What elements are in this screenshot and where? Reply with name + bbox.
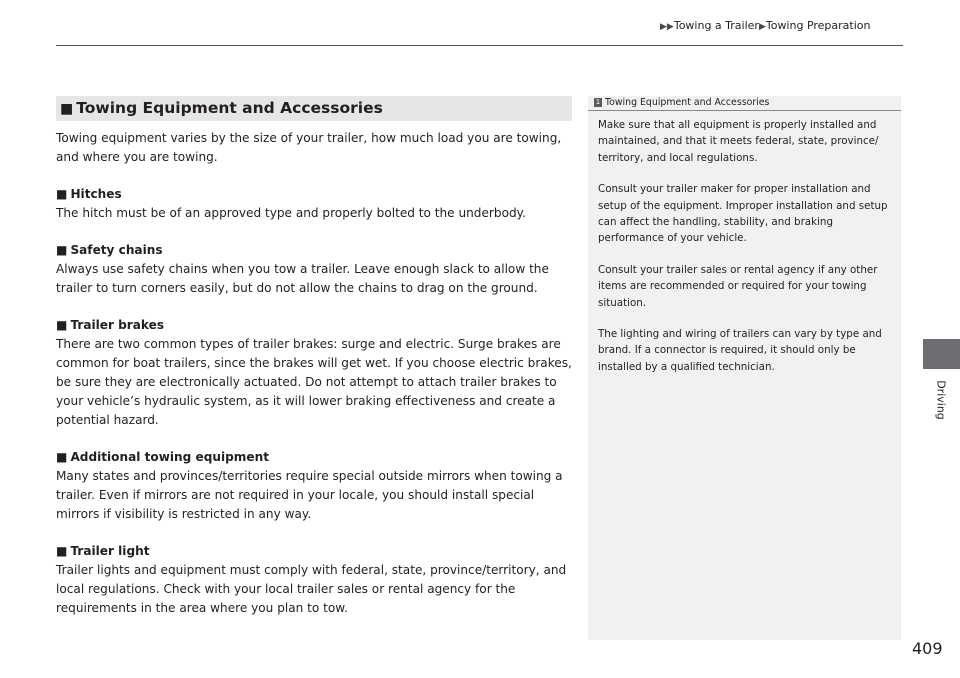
- main-content: [56, 96, 572, 636]
- sidebar-paragraph: Consult your trailer sales or rental agency if any other items are recommended or required for your towing situation.: [598, 263, 878, 309]
- subsection-body: Always use safety chains when you tow a trailer. Leave enough slack to allow the trailer to turn corners easily, but do not allow the chains to drag on the ground.: [56, 262, 549, 295]
- sidebar-paragraph: Consult your trailer maker for proper installation and setup of the equipment. Improper installation and setup can affect the handling, stability, and braking performance of your vehicle.: [598, 183, 888, 245]
- subsection-body: Many states and provinces/territories require special outside mirrors when towing a trailer. Even if mirrors are not required in your locale, you should install special mirrors if visibility is restricted in any way.: [56, 469, 563, 521]
- page-number: 409: [912, 639, 943, 658]
- subsection-heading: ■ Trailer brakes: [56, 318, 165, 332]
- section-title-text: Towing Equipment and Accessories: [76, 99, 383, 117]
- square-bullet-icon: ■: [56, 450, 68, 464]
- subsection-safety-chains: [56, 241, 572, 298]
- sidebar-paragraph: The lighting and wiring of trailers can vary by type and brand. If a connector is required, it should only be installed by a qualified technician.: [598, 328, 882, 373]
- chapter-label: Driving: [934, 380, 948, 420]
- subsection-heading: ■ Additional towing equipment: [56, 450, 269, 464]
- chapter-tab[interactable]: [923, 339, 960, 369]
- subsection-trailer-light: [56, 542, 572, 618]
- header-rule: [56, 45, 903, 46]
- subsection-additional-towing-equipment: [56, 448, 572, 524]
- square-bullet-icon: ■: [56, 544, 68, 558]
- sidebar-note: [588, 96, 901, 640]
- square-bullet-icon: ■: [56, 243, 68, 257]
- square-bullet-icon: ■: [56, 187, 68, 201]
- sidebar-note-title: 1 Towing Equipment and Accessories: [588, 96, 901, 111]
- note-number-icon: 1: [595, 98, 601, 106]
- subsection-trailer-brakes: [56, 316, 572, 430]
- breadcrumb-item-towing-a-trailer[interactable]: Towing a Trailer: [673, 19, 759, 32]
- subsection-body: There are two common types of trailer brakes: surge and electric. Surge brakes are common for boat trailers, since the brakes will get wet. If you choose electric brakes, be sure they are electronically actuated. Do not attempt to attach trailer brakes to your vehicle’s hydraulic system, as it will lower braking effectiveness and create a potential hazard.: [56, 337, 572, 427]
- square-bullet-icon: ■: [60, 101, 74, 117]
- arrow-right-icon: ▶: [758, 22, 766, 32]
- intro-paragraph: Towing equipment varies by the size of your trailer, how much load you are towing, and where you are towing.: [56, 131, 562, 164]
- subsection-hitches: [56, 185, 572, 223]
- arrow-right-icon: ▶▶: [660, 22, 674, 32]
- subsection-body: The hitch must be of an approved type and properly bolted to the underbody.: [56, 206, 526, 220]
- subsection-heading: ■ Safety chains: [56, 243, 163, 257]
- sidebar-paragraph: Make sure that all equipment is properly installed and maintained, and that it meets federal, state, province/ territory, and local regulations.: [598, 119, 879, 164]
- subsection-heading: ■ Hitches: [56, 187, 122, 201]
- square-bullet-icon: ■: [56, 318, 68, 332]
- subsection-heading: ■ Trailer light: [56, 544, 150, 558]
- subsection-body: Trailer lights and equipment must comply with federal, state, province/territory, and local regulations. Check with your local trailer sales or rental agency for the requirements in the area where you plan to tow.: [56, 563, 567, 615]
- section-title: [56, 96, 572, 121]
- breadcrumb: [660, 19, 871, 32]
- breadcrumb-item-towing-preparation[interactable]: Towing Preparation: [765, 19, 871, 32]
